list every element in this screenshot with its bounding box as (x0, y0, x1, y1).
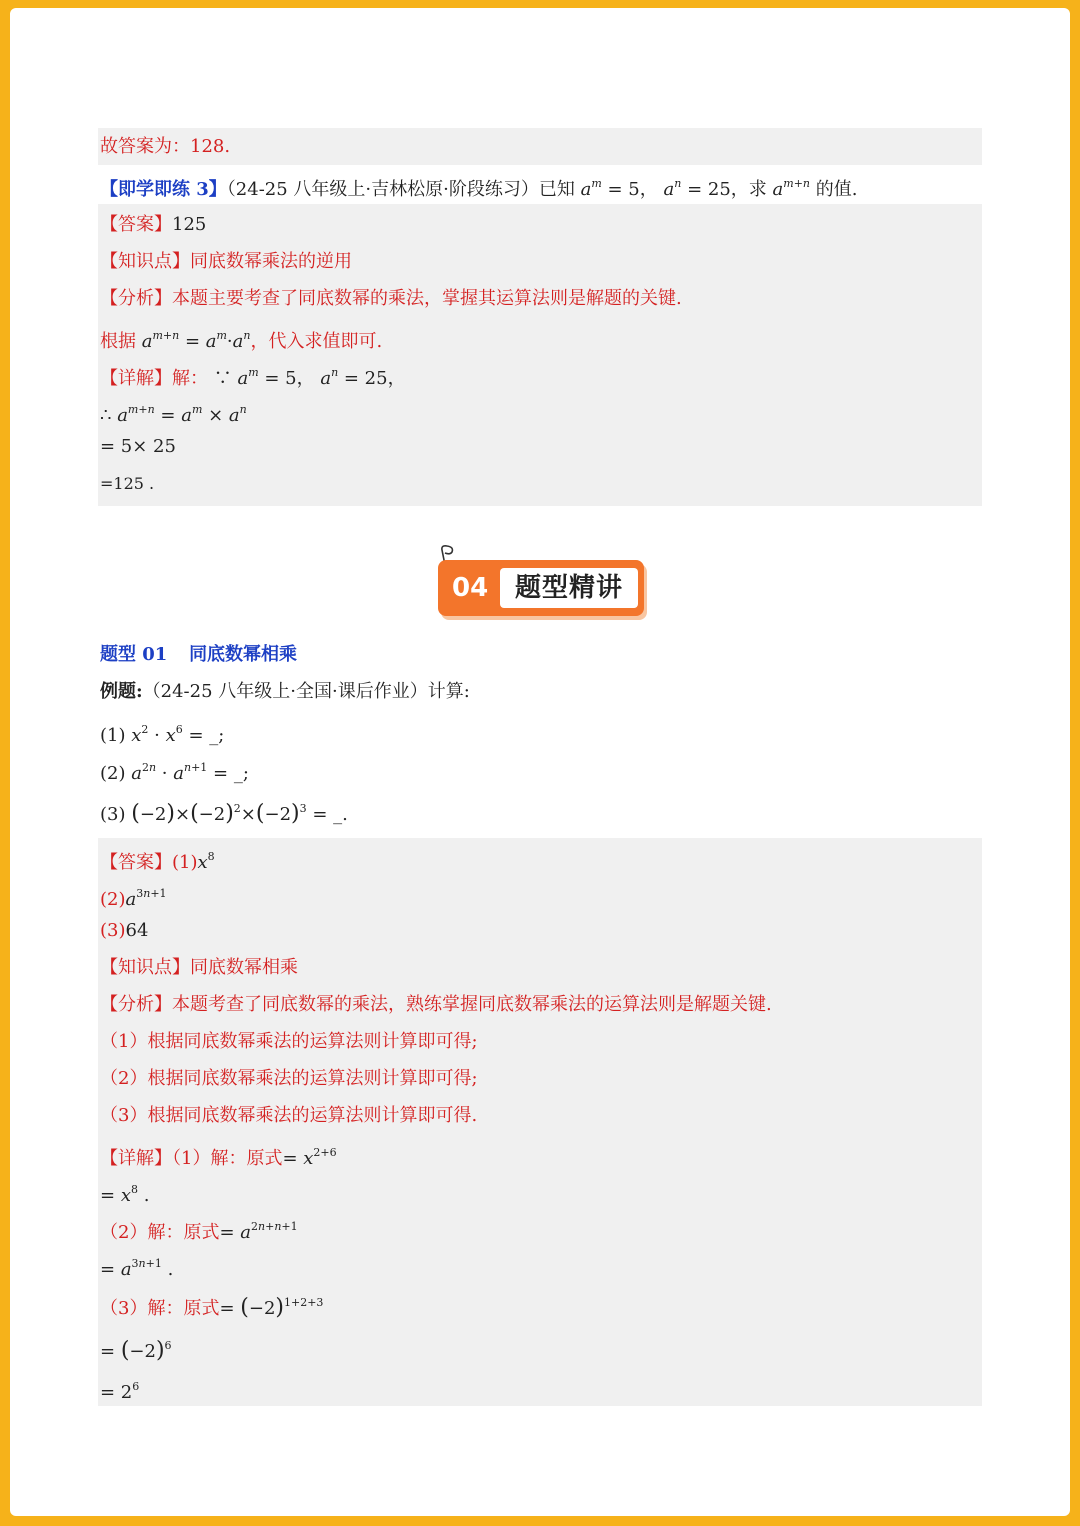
previous-answer-value: 128. (190, 136, 231, 157)
practice-3-solution (98, 204, 982, 506)
q1-tail: = _; (188, 725, 225, 746)
solution-answer-3 (98, 912, 982, 949)
solution-analysis-point-1: （1）根据同底数幂乘法的运算法则计算即可得; (100, 1031, 478, 1052)
answer-1-prefix: (1) (172, 852, 198, 873)
previous-answer-label: 故答案为： (100, 136, 190, 157)
q3-tail: = _. (312, 804, 348, 825)
knowledge-point-label: 【知识点】 (100, 251, 190, 272)
solution-detail-3: （3）解：原式= $(-2)^{1+2+3}$ (100, 1295, 324, 1320)
practice-3-analysis (98, 280, 982, 317)
q2-prefix: (2) (100, 763, 126, 784)
solution-kp-label: 【知识点】 (100, 957, 190, 978)
q3-prefix: (3) (100, 804, 126, 825)
analysis-value: 本题主要考查了同底数幂的乘法，掌握其运算法则是解题的关键. (172, 288, 682, 309)
q1-prefix: (1) (100, 725, 126, 746)
solution-analysis-label: 【分析】 (100, 994, 172, 1015)
banner-number: 04 (452, 573, 489, 603)
detail-3-text: （3）解：原式 (100, 1298, 220, 1319)
solution-analysis-point-3: （3）根据同底数幂乘法的运算法则计算即可得. (100, 1105, 478, 1126)
knowledge-point-value: 同底数幂乘法的逆用 (190, 251, 352, 272)
practice-3-question: 【即学即练 3】（24-25 八年级上·吉林松原·阶段练习）已知 $a^m = 5$， $a^n = 25$，求 $a^{m+n}$ 的值. (100, 177, 858, 200)
practice-3-cond1: = 5， (607, 179, 658, 200)
solution-analysis-value: 本题考查了同底数幂的乘法，熟练掌握同底数幂乘法的运算法则是解题关键. (172, 994, 772, 1015)
example-question-2: (2) $a^{2n} \cdot a^{n+1}$ = _; (100, 761, 249, 784)
example-label: 例题: (100, 681, 143, 702)
example-source: （24-25 八年级上·全国·课后作业）计算: (142, 681, 470, 702)
section-banner (438, 544, 658, 626)
solution-detail-3-result: = $2^6$ (100, 1380, 140, 1403)
practice-3-basis: 根据 $a^{m+n} = a^m\cdot a^n$，代入求值即可. (100, 329, 383, 352)
example-question-3: (3) $(-2)\times(-2)^2\times(-2)^3$ = _. (100, 801, 348, 826)
solution-detail-1-result: = $x^8$ . (100, 1183, 150, 1206)
solution-detail-2: （2）解：原式= $a^{2n+n+1}$ (100, 1220, 298, 1243)
example-question-1: (1) $x^2 \cdot x^6$ = _; (100, 723, 225, 746)
practice-3-tag: 【即学即练 3】 (100, 179, 227, 200)
type-01-title: 同底数幂相乘 (189, 644, 298, 665)
q2-tail: = _; (213, 763, 249, 784)
practice-3-step-3: =125 . (100, 474, 155, 493)
practice-3-detail: 【详解】解： ∵ $a^m = 5$， $a^n = 25$， (100, 366, 406, 389)
type-01-label: 题型 01 (100, 644, 168, 665)
practice-3-cond2: = 25，求 (687, 179, 767, 200)
solution-analysis (98, 986, 982, 1023)
solution-detail-label: 【详解】 (100, 1148, 172, 1169)
solution-answer-2: $(2)a^{3n+1}$ (100, 887, 167, 910)
practice-3-answer (98, 206, 982, 243)
banner-box (438, 560, 644, 616)
detail-label: 【详解】 (100, 368, 172, 389)
example-solution (98, 838, 982, 1406)
solution-detail-3-step: = $(-2)^6$ (100, 1338, 172, 1363)
answer-3-prefix: (3) (100, 920, 126, 941)
type-01-heading (98, 636, 297, 673)
practice-3-knowledge-point (98, 243, 982, 280)
answer-2-prefix: (2) (100, 889, 126, 910)
solution-analysis-point-2: （2）根据同底数幂乘法的运算法则计算即可得; (100, 1068, 478, 1089)
document-page (10, 8, 1070, 1516)
basis-prefix: 根据 (100, 331, 136, 352)
practice-3-step-2: = 5× 25 (100, 436, 176, 457)
solution-answer-1: 【答案】$(1)x^8$ (100, 850, 215, 873)
example-line (98, 673, 470, 710)
analysis-label: 【分析】 (100, 288, 172, 309)
banner-title: 题型精讲 (500, 568, 638, 608)
practice-3-source: （24-25 八年级上·吉林松原·阶段练习）已知 (226, 179, 575, 200)
answer-3-value: 64 (125, 920, 149, 941)
practice-3-step-1: ∴ $a^{m+n} = a^m \times a^n$ (100, 403, 247, 426)
solution-detail-1: 【详解】（1）解：原式= $x^{2+6}$ (100, 1146, 337, 1169)
detail-1-text: （1）解：原式 (172, 1148, 283, 1169)
solution-kp-value: 同底数幂相乘 (190, 957, 298, 978)
basis-suffix: ，代入求值即可. (250, 331, 383, 352)
practice-3-tail: 的值. (815, 179, 858, 200)
solution-answer-label: 【答案】 (100, 852, 172, 873)
previous-answer-line (98, 128, 982, 165)
therefore-symbol: ∴ (100, 405, 112, 426)
solution-knowledge-point (98, 949, 982, 986)
answer-label: 【答案】 (100, 214, 172, 235)
answer-value: 125 (172, 214, 207, 235)
detail-intro: 解： (172, 368, 208, 389)
detail-2-text: （2）解：原式 (100, 1222, 220, 1243)
solution-detail-2-result: = $a^{3n+1}$ . (100, 1257, 174, 1280)
